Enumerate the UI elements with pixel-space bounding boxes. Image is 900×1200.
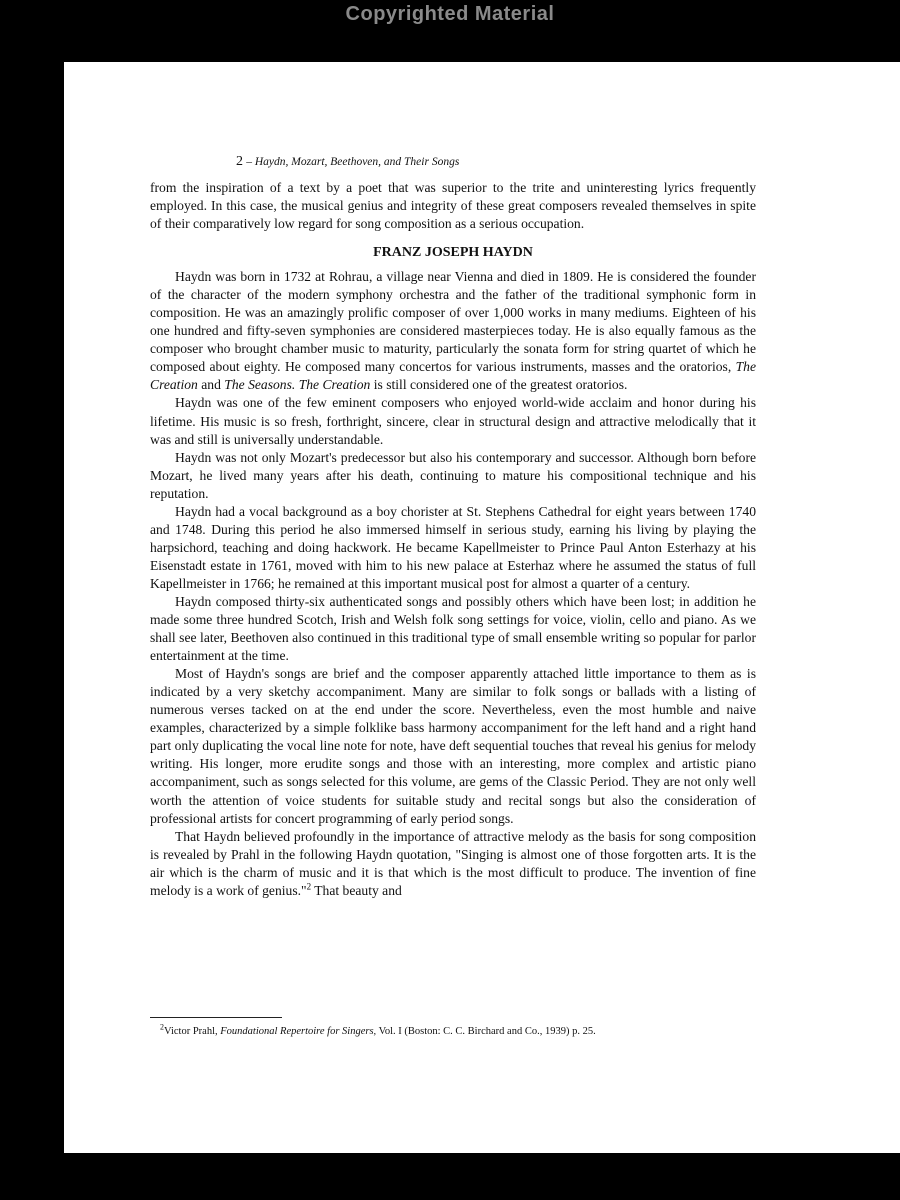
work-title-creation: The Creation: [150, 359, 756, 393]
paragraph-acclaim: Haydn was one of the few eminent composers who enjoyed world-wide acclaim and honor during his lifetime. His music is so fresh, forthright, sincere, clear in structural design and attractive melodically that it was and still is universally understandable.: [150, 395, 756, 447]
running-title: – Haydn, Mozart, Beethoven, and Their Songs: [246, 156, 460, 168]
footnote-author: Victor Prahl,: [164, 1026, 218, 1037]
copyright-watermark: Copyrighted Material: [345, 3, 555, 25]
body-text: [150, 179, 756, 900]
running-head: [236, 153, 459, 170]
footnote-reference[interactable]: 2: [306, 881, 312, 892]
footnote-details: Vol. I (Boston: C. C. Birchard and Co., 1939) p. 25.: [378, 1026, 596, 1037]
work-title-creation-2: The Creation: [298, 377, 371, 393]
footnote-mark: 2: [160, 1022, 164, 1032]
work-title-seasons: The Seasons.: [224, 377, 296, 393]
book-page: [64, 62, 900, 1153]
paragraph-birth: [150, 268, 756, 394]
paragraph-song-character: Most of Haydn's songs are brief and the composer apparently attached little importance to them as is indicated by a very sketchy accompaniment. Many are similar to folk songs or ballads with a listing of numerous verses tacked on at the end under the score. Nevertheless, even the most humble and naive examples, characterized by a simple folklike bass harmony accompaniment for the left hand and a right hand part only duplicating the vocal line note for note, have deft sequential touches that reveal his genius for melody writing. His longer, more erudite songs and those with an interesting, more complex and artistic piano accompaniment, such as songs selected for this volume, are gems of the Classic Period. They are not only well worth the attention of voice students for suitable study and recital songs but also the consideration of professional artists for concert programming of early period songs.: [150, 666, 756, 826]
paragraph-songs-count: Haydn composed thirty-six authenticated songs and possibly others which have been lost; in addition he made some three hundred Scotch, Irish and Welsh folk song settings for voice, violin, cello and piano. As we shall see later, Beethoven also continued in this traditional type of small ensemble writing so popular for parlor entertainment at the time.: [150, 593, 756, 664]
intro-paragraph: from the inspiration of a text by a poet that was superior to the trite and uninteresting lyrics frequently employed. In this case, the musical genius and integrity of these great composers revealed themselves in spite of their comparatively low regard for song composition as a serious occupation.: [150, 180, 756, 232]
page-number: 2: [236, 154, 243, 169]
paragraph-mozart: Haydn was not only Mozart's predecessor but also his contemporary and successor. Although born before Mozart, he lived many years after his death, continuing to mature his compositional technique and his reputation.: [150, 449, 756, 501]
paragraph-melody-tail: That beauty and: [314, 882, 402, 898]
footnote-title: Foundational Repertoire for Singers,: [220, 1026, 377, 1037]
paragraph-birth-text: Haydn was born in 1732 at Rohrau, a village near Vienna and died in 1809. He is considered the founder of the character of the modern symphony orchestra and the father of the traditional symphonic form in composition. He was an amazingly prolific composer of over 1,000 works in many mediums. Eighteen of his one hundred and fifty-seven symphonies are considered masterpieces today. He is also equally famous as the composer who brought chamber music to maturity, particularly the sonata form for string quartet of which he composed about eighty. He composed many concertos for various instruments, masses and the oratorios,: [150, 269, 756, 375]
paragraph-vocal-background: Haydn had a vocal background as a boy chorister at St. Stephens Cathedral for eight years between 1740 and 1748. During this period he also immersed himself in serious study, earning his living by playing the harpsichord, teaching and doing hackwork. He became Kapellmeister to Prince Paul Anton Esterhazy at his Eisenstadt estate in 1761, moved with him to his new palace at Esterhaz where he assumed the status of full Kapellmeister in 1766; he remained at this important musical post for almost a quarter of a century.: [150, 503, 756, 591]
section-heading: FRANZ JOSEPH HAYDN: [373, 245, 533, 261]
paragraph-melody: [150, 828, 756, 900]
conjunction: and: [201, 377, 221, 393]
footnote: [160, 1022, 596, 1037]
paragraph-melody-text: That Haydn believed profoundly in the importance of attractive melody as the basis for song composition is revealed by Prahl in the following Haydn quotation, "Singing is almost one of those forgotten arts. It is the air which is the charm of music and it is that which is the most difficult to produce. The invention of fine melody is a work of genius.": [150, 828, 756, 898]
footnote-rule: [150, 1017, 282, 1018]
paragraph-birth-end: is still considered one of the greatest oratorios.: [373, 377, 628, 393]
